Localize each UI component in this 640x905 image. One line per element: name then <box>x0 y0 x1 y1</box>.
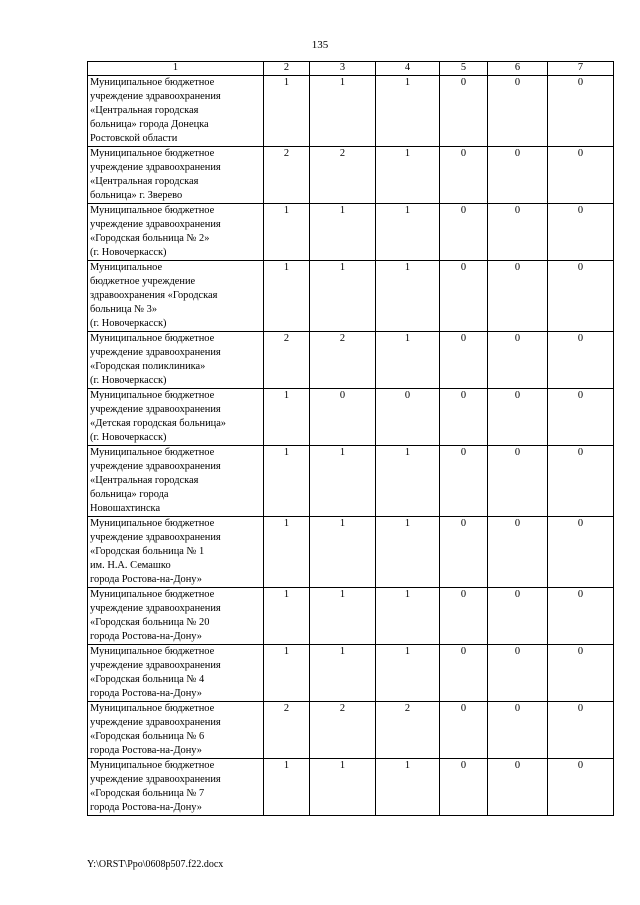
value-cell: 1 <box>376 645 440 702</box>
value-cell: 0 <box>548 76 614 147</box>
institution-name: Муниципальное бюджетное учреждение здравоохранения «Детская городская больница» (г. Новочеркасск) <box>88 389 264 446</box>
value-cell: 0 <box>440 446 488 517</box>
value-cell: 0 <box>488 446 548 517</box>
value-cell: 1 <box>310 645 376 702</box>
table-row <box>88 389 614 446</box>
value-cell: 0 <box>488 332 548 389</box>
institution-name: Муниципальное бюджетное учреждение здравоохранения «Городская поликлиника» (г. Новочеркасск) <box>88 332 264 389</box>
table-row <box>88 204 614 261</box>
institution-name: Муниципальное бюджетное учреждение здравоохранения «Городская больница № 20 города Ростова-на-Дону» <box>88 588 264 645</box>
table-row <box>88 332 614 389</box>
table-row <box>88 261 614 332</box>
value-cell: 0 <box>440 645 488 702</box>
value-cell: 0 <box>548 517 614 588</box>
value-cell: 1 <box>310 517 376 588</box>
column-header: 2 <box>264 62 310 76</box>
document-table <box>87 61 614 816</box>
table-row <box>88 446 614 517</box>
value-cell: 0 <box>488 517 548 588</box>
value-cell: 1 <box>264 261 310 332</box>
value-cell: 1 <box>376 446 440 517</box>
value-cell: 1 <box>310 261 376 332</box>
value-cell: 0 <box>440 517 488 588</box>
value-cell: 0 <box>440 204 488 261</box>
value-cell: 0 <box>488 204 548 261</box>
institution-name: Муниципальное бюджетное учреждение здравоохранения «Центральная городская больница» города Донецка Ростовской области <box>88 76 264 147</box>
table-row <box>88 517 614 588</box>
value-cell: 2 <box>310 147 376 204</box>
value-cell: 1 <box>264 588 310 645</box>
value-cell: 1 <box>376 759 440 816</box>
table-row <box>88 645 614 702</box>
value-cell: 1 <box>310 588 376 645</box>
value-cell: 0 <box>440 332 488 389</box>
value-cell: 1 <box>264 76 310 147</box>
file-path-footer: Y:\ORST\Ppo\0608p507.f22.docx <box>87 859 224 870</box>
table-row <box>88 759 614 816</box>
value-cell: 1 <box>376 517 440 588</box>
value-cell: 1 <box>376 76 440 147</box>
value-cell: 0 <box>488 261 548 332</box>
value-cell: 0 <box>440 702 488 759</box>
column-header: 3 <box>310 62 376 76</box>
value-cell: 1 <box>264 446 310 517</box>
institution-name: Муниципальное бюджетное учреждение здравоохранения «Центральная городская больница» города Новошахтинска <box>88 446 264 517</box>
value-cell: 1 <box>264 517 310 588</box>
value-cell: 2 <box>376 702 440 759</box>
value-cell: 0 <box>488 147 548 204</box>
value-cell: 0 <box>548 446 614 517</box>
value-cell: 0 <box>488 389 548 446</box>
value-cell: 0 <box>548 261 614 332</box>
value-cell: 0 <box>310 389 376 446</box>
value-cell: 1 <box>376 588 440 645</box>
value-cell: 1 <box>264 645 310 702</box>
value-cell: 0 <box>440 759 488 816</box>
value-cell: 1 <box>264 389 310 446</box>
value-cell: 0 <box>488 759 548 816</box>
column-header: 5 <box>440 62 488 76</box>
value-cell: 1 <box>310 76 376 147</box>
value-cell: 0 <box>548 204 614 261</box>
value-cell: 0 <box>376 389 440 446</box>
value-cell: 1 <box>376 261 440 332</box>
value-cell: 2 <box>264 147 310 204</box>
value-cell: 0 <box>440 588 488 645</box>
column-header: 1 <box>88 62 264 76</box>
value-cell: 2 <box>264 332 310 389</box>
value-cell: 0 <box>548 645 614 702</box>
table-row <box>88 702 614 759</box>
table-header-row <box>88 62 614 76</box>
value-cell: 0 <box>548 588 614 645</box>
value-cell: 2 <box>310 702 376 759</box>
column-header: 4 <box>376 62 440 76</box>
table-row <box>88 588 614 645</box>
value-cell: 1 <box>376 332 440 389</box>
value-cell: 0 <box>548 702 614 759</box>
value-cell: 2 <box>264 702 310 759</box>
value-cell: 0 <box>548 759 614 816</box>
value-cell: 0 <box>440 261 488 332</box>
institution-name: Муниципальное бюджетное учреждение здравоохранения «Городская больница № 3» (г. Новочеркасск) <box>88 261 264 332</box>
value-cell: 1 <box>264 759 310 816</box>
value-cell: 1 <box>376 204 440 261</box>
value-cell: 1 <box>264 204 310 261</box>
value-cell: 0 <box>488 702 548 759</box>
institution-name: Муниципальное бюджетное учреждение здравоохранения «Городская больница № 1 им. Н.А. Семашко города Ростова-на-Дону» <box>88 517 264 588</box>
column-header: 7 <box>548 62 614 76</box>
value-cell: 0 <box>548 332 614 389</box>
value-cell: 0 <box>488 588 548 645</box>
institution-name: Муниципальное бюджетное учреждение здравоохранения «Городская больница № 6 города Ростова-на-Дону» <box>88 702 264 759</box>
table-row <box>88 147 614 204</box>
column-header: 6 <box>488 62 548 76</box>
value-cell: 1 <box>376 147 440 204</box>
value-cell: 1 <box>310 446 376 517</box>
value-cell: 1 <box>310 204 376 261</box>
institution-name: Муниципальное бюджетное учреждение здравоохранения «Городская больница № 7 города Ростова-на-Дону» <box>88 759 264 816</box>
value-cell: 2 <box>310 332 376 389</box>
value-cell: 0 <box>548 147 614 204</box>
value-cell: 0 <box>488 645 548 702</box>
institution-name: Муниципальное бюджетное учреждение здравоохранения «Центральная городская больница» г. Зверево <box>88 147 264 204</box>
value-cell: 0 <box>440 147 488 204</box>
value-cell: 1 <box>310 759 376 816</box>
institution-name: Муниципальное бюджетное учреждение здравоохранения «Городская больница № 4 города Ростова-на-Дону» <box>88 645 264 702</box>
table-row <box>88 76 614 147</box>
value-cell: 0 <box>548 389 614 446</box>
institution-name: Муниципальное бюджетное учреждение здравоохранения «Городская больница № 2» (г. Новочеркасск) <box>88 204 264 261</box>
page-number: 135 <box>311 39 329 51</box>
value-cell: 0 <box>488 76 548 147</box>
value-cell: 0 <box>440 76 488 147</box>
value-cell: 0 <box>440 389 488 446</box>
